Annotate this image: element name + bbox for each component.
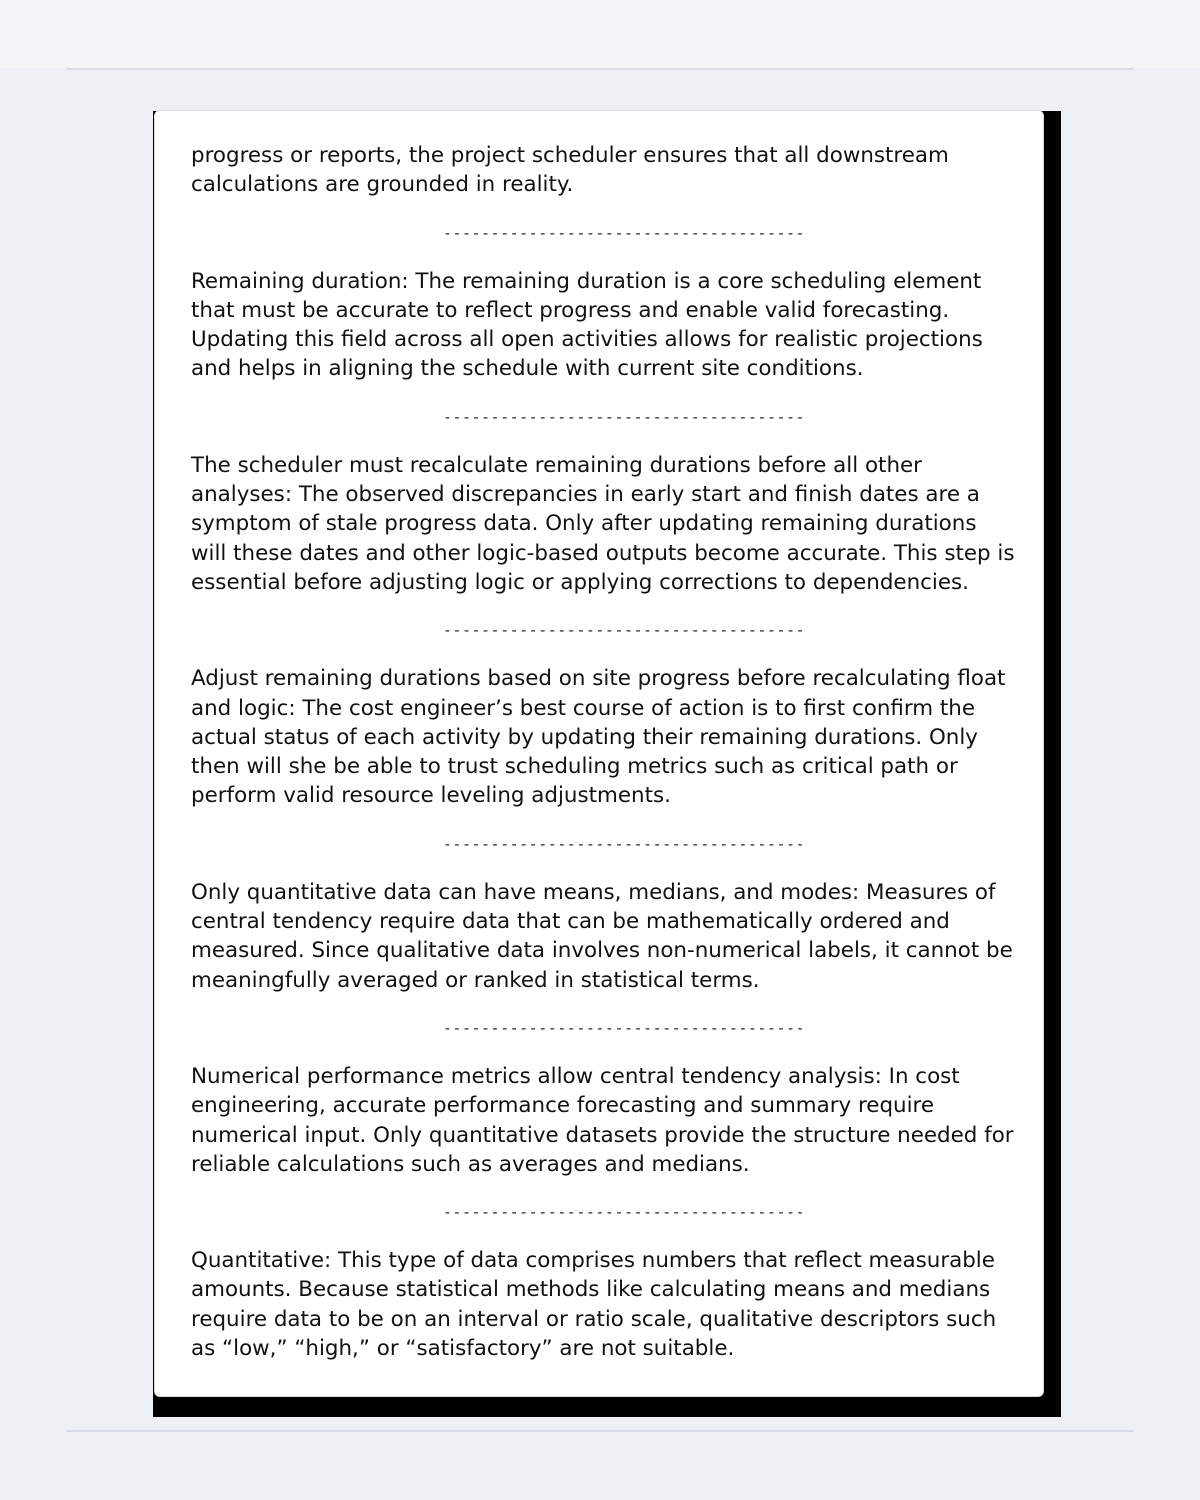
top-divider-line bbox=[67, 68, 1133, 70]
paragraph: Numerical performance metrics allow central tendency analysis: In cost engineering, accurate performance forecasting and summary require numerical input. Only quantitative datasets provide the structure needed for reliable calculations such as averages and medians. bbox=[191, 1063, 1014, 1177]
paragraph: Adjust remaining durations based on site progress before recalculating float and logic: The cost engineer’s best course of action is to first confirm the actual status of each activity by updating their remaining durations. Only then will she be able to trust scheduling metrics such as critical path or perform valid resource leveling adjustments. bbox=[191, 666, 1006, 809]
paragraph: Quantitative: This type of data comprises numbers that reflect measurable amounts. Because statistical methods like calculating means and medians require data to be on an interval or ratio scale, qualitative descriptors such as “low,” “high,” or “satisfactory” are not suitable. bbox=[191, 1248, 997, 1362]
document-body bbox=[191, 141, 1017, 1363]
paragraph: Remaining duration: The remaining duration is a core scheduling element that must be accurate to reflect progress and enable valid forecasting. Updating this field across all open activities allows for realistic projections and helps in aligning the schedule with current site conditions. bbox=[191, 268, 983, 382]
bottom-divider-line bbox=[67, 1430, 1133, 1432]
document-card bbox=[154, 110, 1044, 1397]
section-divider: -------------------------------------- bbox=[442, 834, 806, 853]
paragraph: Only quantitative data can have means, medians, and modes: Measures of central tendency require data that can be mathematically ordered and measured. Since qualitative data involves non-numerical labels, it cannot be meaningfully averaged or ranked in statistical terms. bbox=[191, 879, 1013, 993]
section-divider: -------------------------------------- bbox=[442, 1018, 806, 1037]
section-divider: -------------------------------------- bbox=[442, 223, 806, 242]
section-divider: -------------------------------------- bbox=[442, 407, 806, 426]
paragraph: The scheduler must recalculate remaining durations before all other analyses: The observed discrepancies in early start and finish dates are a symptom of stale progress data. Only after updating remaining durations will these dates and other logic-based outputs become accurate. This step is essential before adjusting logic or applying corrections to dependencies. bbox=[191, 452, 1015, 595]
section-divider: -------------------------------------- bbox=[442, 1203, 806, 1222]
section-divider: -------------------------------------- bbox=[442, 621, 806, 640]
top-bar bbox=[0, 0, 1200, 68]
paragraph: progress or reports, the project scheduler ensures that all downstream calculations are grounded in reality. bbox=[191, 143, 949, 198]
